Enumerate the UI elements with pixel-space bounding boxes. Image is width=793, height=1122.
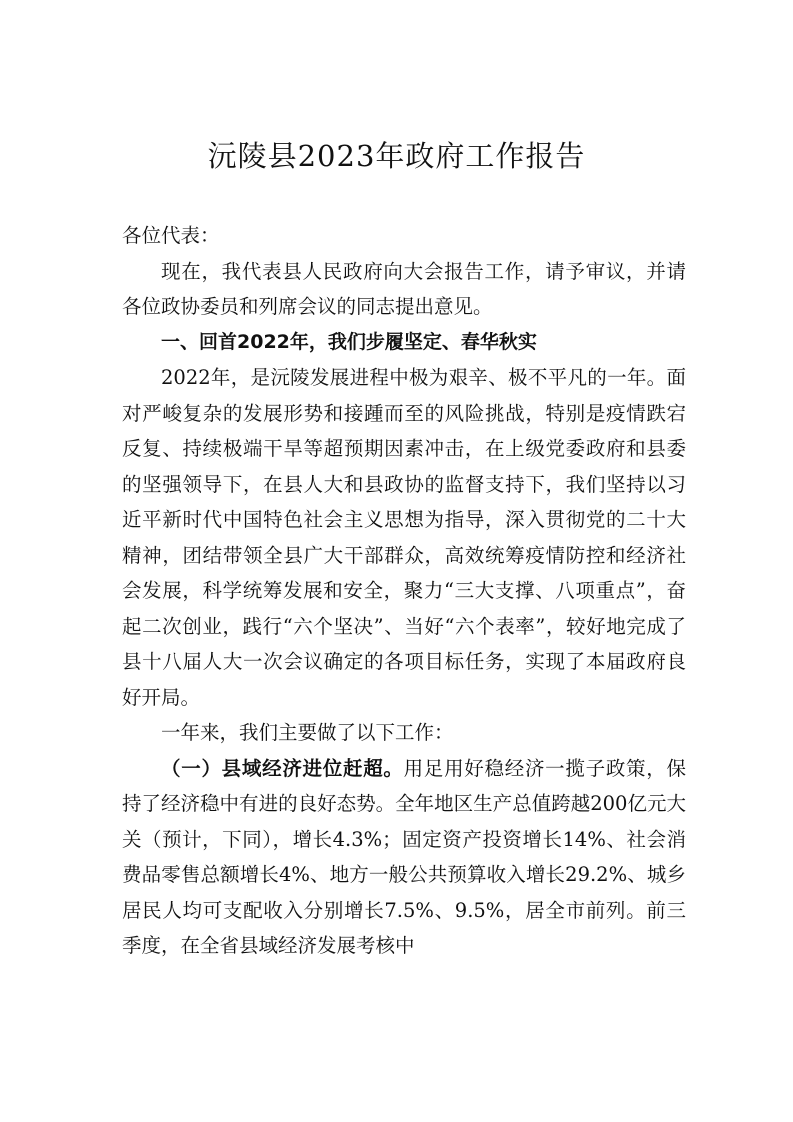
body-paragraph-2: 一年来，我们主要做了以下工作： — [161, 721, 454, 744]
document-body — [122, 218, 686, 964]
salutation: 各位代表： — [122, 224, 220, 247]
section-heading: 一、回首2022年，我们步履坚定、春华秋实 — [161, 330, 537, 353]
item-paragraph — [122, 751, 686, 964]
item-lead: （一）县域经济进位赶超。 — [161, 756, 404, 780]
body-paragraph: 2022年，是沅陵发展进程中极为艰辛、极不平凡的一年。面对严峻复杂的发展形势和接踵而至的风险挑战，特别是疫情跌宕反复、持续极端干旱等超预期因素冲击，在上级党委政府和县委的坚强领导下，在县人大和县政协的监督支持下，我们坚持以习近平新时代中国特色社会主义思想为指导，深入贯彻党的二十大精神，团结带领全县广大干部群众，高效统筹疫情防控和经济社会发展，科学统筹发展和安全，聚力“三大支撑、八项重点”，奋起二次创业，践行“六个坚决”、当好“六个表率”，较好地完成了县十八届人大一次会议确定的各项目标任务，实现了本届政府良好开局。 — [122, 366, 686, 709]
document-title: 沅陵县2023年政府工作报告 — [207, 139, 586, 173]
item-text: 用足用好稳经济一揽子政策，保持了经济稳中有进的良好态势。全年地区生产总值跨越200亿元大关（预计，下同），增长4.3%；固定资产投资增长14%、社会消费品零售总额增长4%、地方一般公共预算收入增长29.2%、城乡居民人均可支配收入分别增长7.5%、9.5%，居全市前列。前三季度，在全省县域经济发展考核中 — [122, 756, 686, 957]
intro-paragraph: 现在，我代表县人民政府向大会报告工作，请予审议，并请各位政协委员和列席会议的同志提出意见。 — [122, 259, 686, 318]
